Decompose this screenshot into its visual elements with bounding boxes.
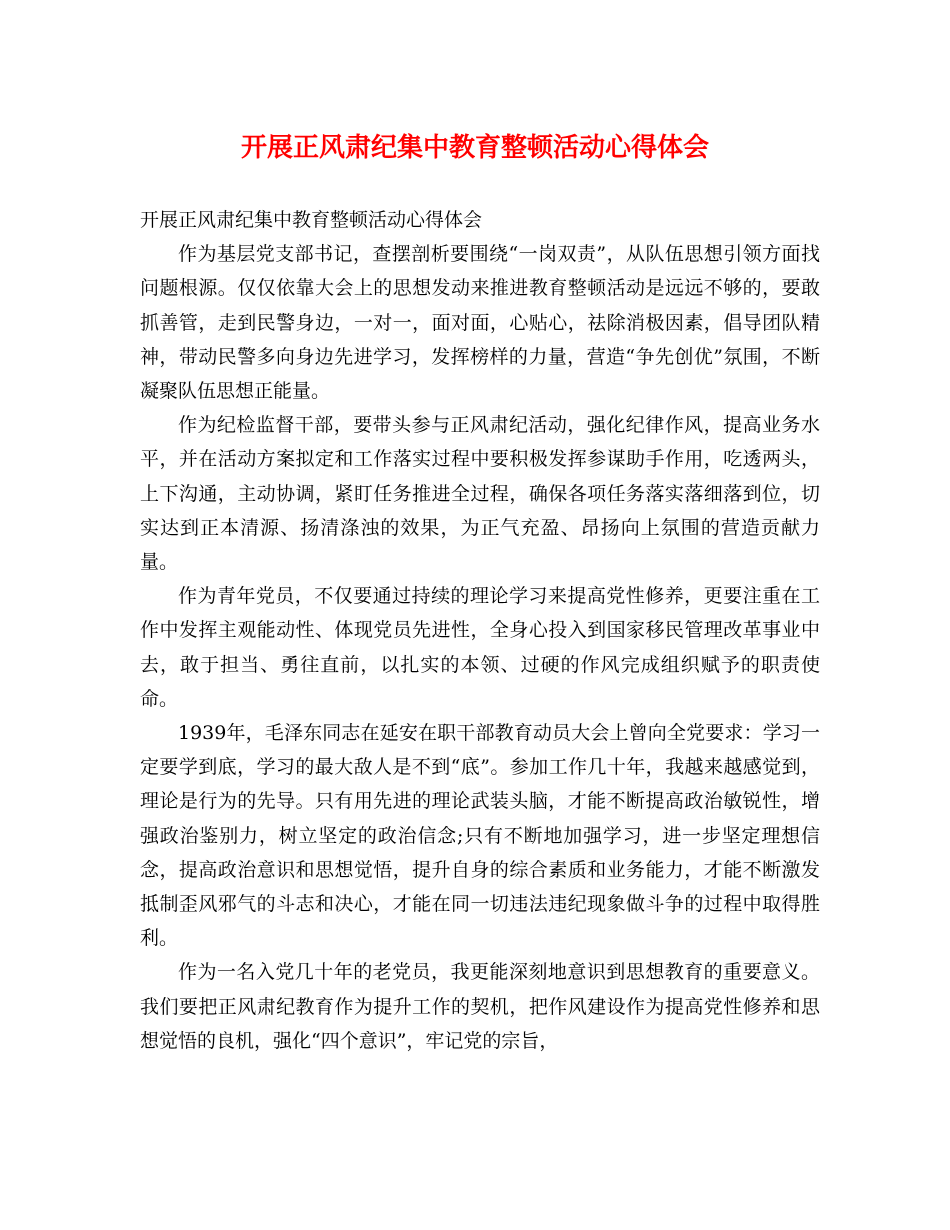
paragraph: 1939年，毛泽东同志在延安在职干部教育动员大会上曾向全党要求：学习一定要学到底，学习的最大敌人是不到“底”。参加工作几十年，我越来越感觉到，理论是行为的先导。只有用先进的理论武装头脑，才能不断提高政治敏锐性，增强政治鉴别力，树立坚定的政治信念;只有不断地加强学习，进一步坚定理想信念，提高政治意识和思想觉悟，提升自身的综合素质和业务能力，才能不断激发抵制歪风邪气的斗志和决心，才能在同一切违法违纪现象做斗争的过程中取得胜利。: [140, 722, 820, 950]
document-title: 开展正风肃纪集中教育整顿活动心得体会: [240, 133, 709, 163]
paragraph: 作为基层党支部书记，查摆剖析要围绕“一岗双责”，从队伍思想引领方面找问题根源。仅仅依靠大会上的思想发动来推进教育整顿活动是远远不够的，要敢抓善管，走到民警身边，一对一，面对面，心贴心，祛除消极因素，倡导团队精神，带动民警多向身边先进学习，发挥榜样的力量，营造“争先创优”氛围，不断凝聚队伍思想正能量。: [140, 243, 820, 403]
paragraph: 作为青年党员，不仅要通过持续的理论学习来提高党性修养，更要注重在工作中发挥主观能动性、体现党员先进性，全身心投入到国家移民管理改革事业中去，敢于担当、勇往直前，以扎实的本领、过硬的作风完成组织赋予的职责使命。: [140, 585, 820, 710]
document-subtitle: 开展正风肃纪集中教育整顿活动心得体会: [140, 209, 483, 231]
paragraph: 作为一名入党几十年的老党员，我更能深刻地意识到思想教育的重要意义。我们要把正风肃纪教育作为提升工作的契机，把作风建设作为提高党性修养和思想觉悟的良机，强化“四个意识”，牢记党的宗旨，: [140, 961, 820, 1052]
document-body: [140, 203, 820, 1058]
paragraph: 作为纪检监督干部，要带头参与正风肃纪活动，强化纪律作风，提高业务水平，并在活动方案拟定和工作落实过程中要积极发挥参谋助手作用，吃透两头，上下沟通，主动协调，紧盯任务推进全过程，确保各项任务落实落细落到位，切实达到正本清源、扬清涤浊的效果，为正气充盈、昂扬向上氛围的营造贡献力量。: [140, 414, 820, 574]
